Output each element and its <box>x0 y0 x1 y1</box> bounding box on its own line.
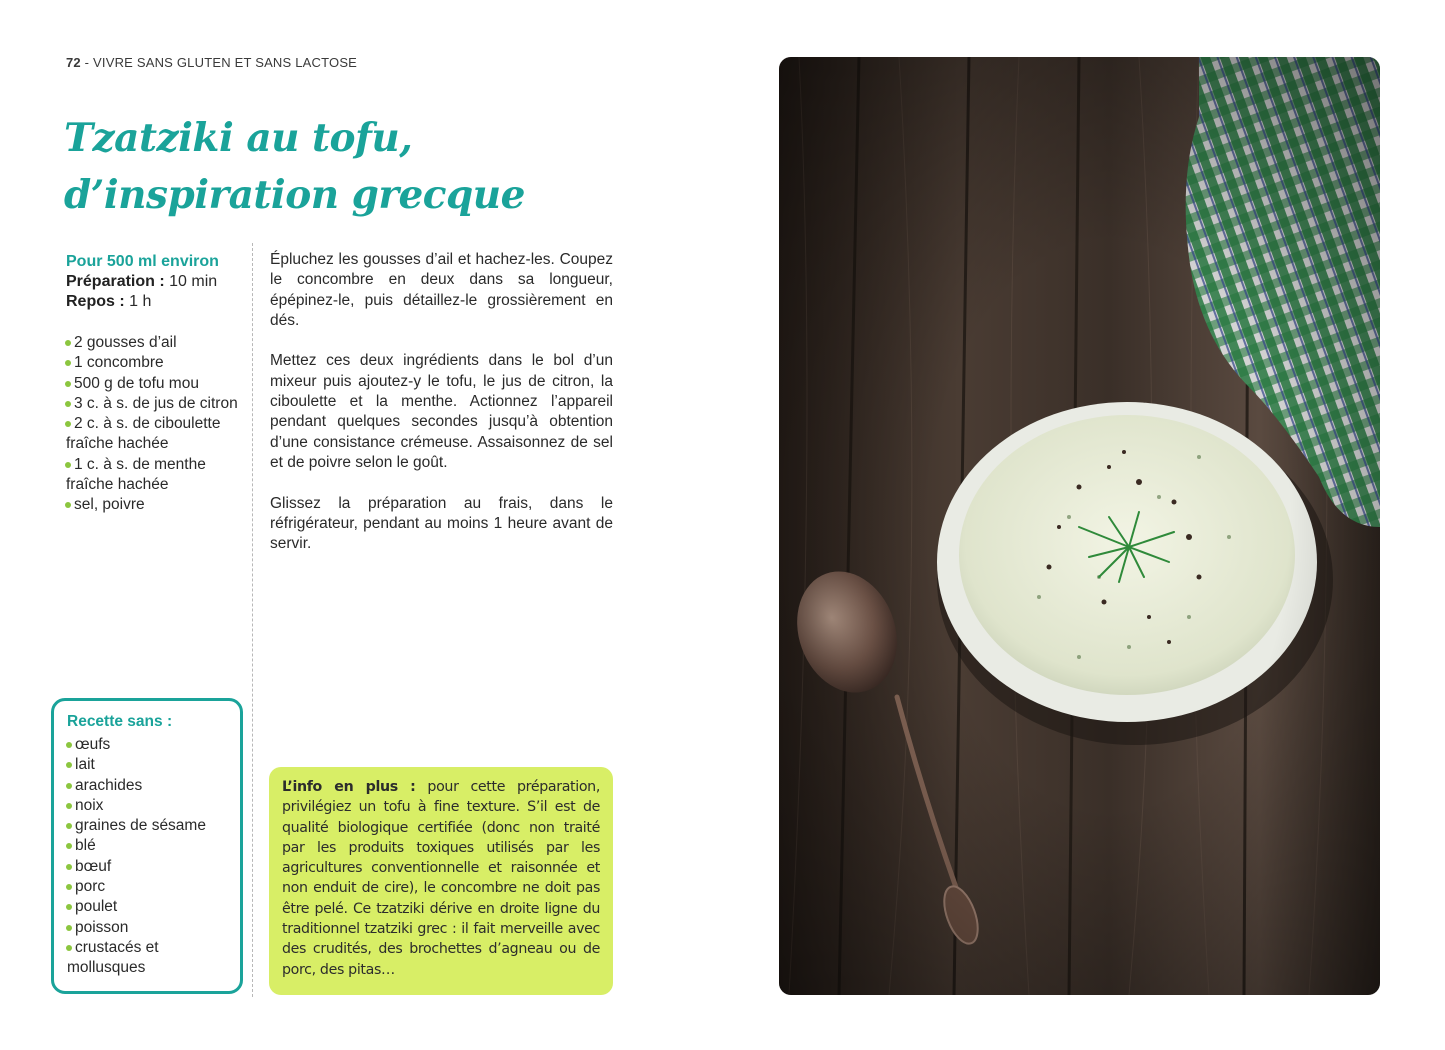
bullet-icon <box>66 925 72 931</box>
bullet-icon <box>66 762 72 768</box>
allergen-text: bœuf <box>75 857 112 875</box>
allergen-text: lait <box>75 756 95 774</box>
allergen-text: arachides <box>75 776 143 794</box>
column-divider <box>252 243 253 997</box>
bullet-icon <box>66 945 72 951</box>
prep-label: Préparation : <box>66 273 165 290</box>
allergen-text: noix <box>75 796 104 814</box>
recipe-title-line-1: Tzatziki au tofu, <box>64 115 413 161</box>
ingredient-text: 2 gousses d’ail <box>74 334 177 351</box>
info-box-lead: L’info en plus : <box>282 779 416 795</box>
running-title: - VIVRE SANS GLUTEN ET SANS LACTOSE <box>80 55 358 70</box>
tzatziki-bowl-photo <box>779 57 1380 995</box>
bullet-icon <box>66 864 72 870</box>
prep-time <box>66 272 219 292</box>
allergen-free-heading: Recette sans : <box>67 713 173 730</box>
allergen-text: œufs <box>75 736 111 753</box>
list-item <box>66 353 246 373</box>
bullet-icon <box>66 884 72 890</box>
list-item <box>67 816 237 836</box>
bullet-icon <box>65 462 71 468</box>
bullet-icon <box>66 783 72 789</box>
allergen-free-box <box>51 698 243 994</box>
list-item <box>66 414 246 455</box>
list-item <box>67 877 237 897</box>
bullet-icon <box>65 340 71 346</box>
recipe-yield: Pour 500 ml environ <box>66 253 219 270</box>
list-item <box>66 455 246 496</box>
allergen-text: graines de sésame <box>75 817 206 835</box>
allergen-text: blé <box>75 837 96 855</box>
allergen-text: crustacés et mollusques <box>67 938 159 977</box>
list-item <box>66 394 246 414</box>
ingredient-text: sel, poivre <box>74 496 145 514</box>
allergen-text: poulet <box>75 898 118 916</box>
ingredient-text: 500 g de tofu mou <box>74 374 199 392</box>
ingredient-text: 1 concombre <box>74 354 164 372</box>
bullet-icon <box>65 502 71 508</box>
step-paragraph: Mettez ces deux ingrédients dans le bol d’un mixeur puis ajoutez-y le tofu, le jus de citron, la ciboulette et la menthe. Actionnez l’appareil pendant quelques secondes jusqu’à obtention d’une consistance crémeuse. Assaisonnez de sel et de poivre selon le goût. <box>270 352 613 471</box>
bullet-icon <box>65 381 71 387</box>
page-number: 72 <box>66 55 81 70</box>
list-item <box>67 918 237 938</box>
list-item <box>67 776 237 796</box>
bullet-icon <box>65 401 71 407</box>
allergen-text: porc <box>75 878 106 896</box>
bullet-icon <box>66 843 72 849</box>
recipe-title-line-2: d’inspiration grecque <box>64 172 525 218</box>
ingredient-text: 3 c. à s. de jus de citron <box>74 394 238 412</box>
list-item <box>67 735 237 755</box>
rest-label: Repos : <box>66 293 125 310</box>
bullet-icon <box>66 904 72 910</box>
list-item <box>66 333 246 353</box>
info-box <box>269 767 613 995</box>
rest-time <box>66 292 219 312</box>
bullet-icon <box>65 421 71 427</box>
list-item <box>66 374 246 394</box>
list-item <box>67 938 237 979</box>
list-item <box>67 755 237 775</box>
recipe-title <box>64 110 704 224</box>
allergen-text: poisson <box>75 918 129 936</box>
list-item <box>67 836 237 856</box>
bullet-icon <box>66 803 72 809</box>
recipe-steps <box>270 250 613 575</box>
step-paragraph: Épluchez les gousses d’ail et hachez-les. Coupez le concombre en deux dans sa longueur, épépinez-le, puis détaillez-le grossièrement en dés. <box>270 251 613 329</box>
ingredient-text: 2 c. à s. de ciboulette fraîche hachée <box>66 415 221 453</box>
ingredient-text: 1 c. à s. de menthe fraîche hachée <box>66 455 206 494</box>
bullet-icon <box>65 360 71 366</box>
info-box-text: pour cette préparation, privilégiez un tofu à fine texture. S’il est de qualité biologique certifiée (donc non traité par les produits toxiques utilisés par les agricultures conventionnelle et raisonnée et non enduit de cire), le concombre ne doit pas être pelé. Ce tzatziki dérive en droite ligne du traditionnel tzatziki grec : il fait merveille avec des crudités, des brochettes d’agneau ou de porc, des pitas… <box>282 779 600 978</box>
bullet-icon <box>66 742 72 748</box>
ingredient-list <box>66 333 246 516</box>
list-item <box>66 495 246 515</box>
bullet-icon <box>66 823 72 829</box>
prep-value: 10 min <box>164 273 218 290</box>
list-item <box>67 897 237 917</box>
list-item <box>67 796 237 816</box>
rest-value: 1 h <box>124 293 152 310</box>
allergen-free-list <box>67 735 237 979</box>
running-head <box>66 55 357 70</box>
step-paragraph: Glissez la préparation au frais, dans le réfrigérateur, pendant au moins 1 heure avant de servir. <box>270 494 613 553</box>
list-item <box>67 857 237 877</box>
recipe-meta <box>66 252 219 312</box>
